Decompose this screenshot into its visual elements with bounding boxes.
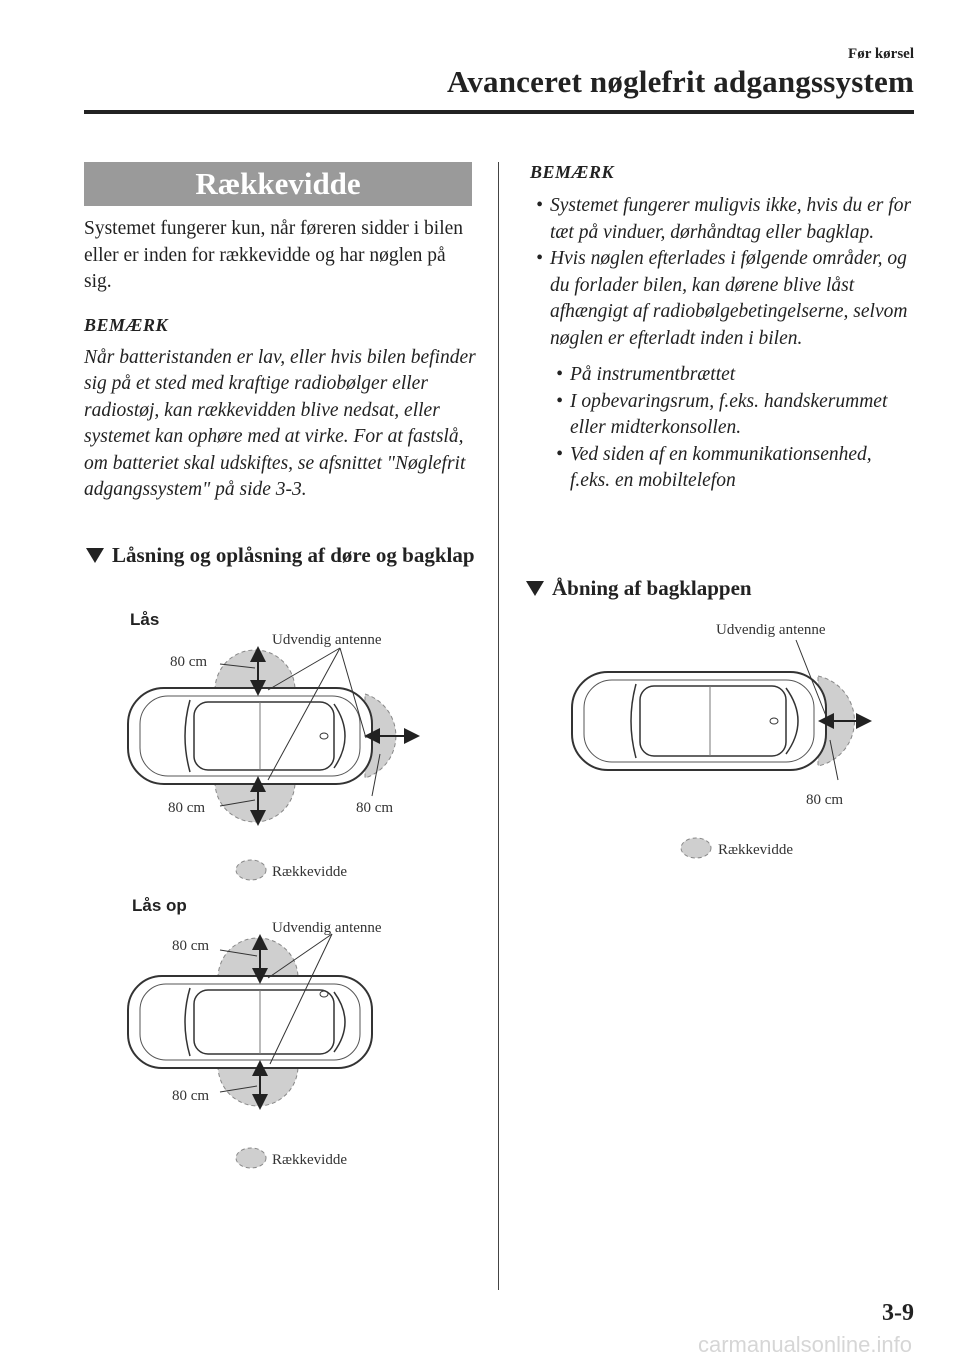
tailgate-dist-rear: 80 cm: [806, 792, 844, 808]
section-title: Rækkevidde: [84, 162, 472, 206]
range-zone-bottom: [215, 782, 295, 822]
list-item: • I opbevaringsrum, f.eks. handskerummet eller midterkonsollen.: [556, 390, 888, 438]
range-zone-top: [215, 650, 295, 690]
tailgate-legend-text: Rækkevidde: [718, 842, 793, 858]
watermark: carmanualsonline.info: [697, 1332, 912, 1357]
unlock-legend-swatch: [236, 1148, 266, 1168]
tailgate-legend-swatch: [681, 838, 711, 858]
diagram-unlock: [110, 910, 450, 1180]
header-rule: [84, 110, 914, 114]
diagram-lock-label: Lås: [130, 610, 160, 629]
diagram-unlock-label: Lås op: [132, 896, 187, 915]
unlock-dist-top: 80 cm: [172, 938, 210, 954]
subheading-tailgate: [526, 574, 916, 602]
note-text: Når batteristanden er lav, eller hvis bilen befinder sig på et sted med kraftige radiobølger eller radiostøj, kan rækkevidden blive nedsat, eller systemet kan ophøre med at virke. For at fastslå, om batteriet skal udskiftes, se afsnittet "Nøglefrit adgangssystem" på side 3-3.: [84, 346, 476, 500]
list-item: • På instrumentbrættet: [556, 364, 736, 385]
diagram-lock: [110, 620, 450, 890]
unlock-legend-text: Rækkevidde: [272, 1152, 347, 1168]
unlock-range-zone-top: [218, 938, 298, 978]
column-divider: [498, 162, 499, 1290]
note-heading: BEMÆRK: [84, 315, 169, 335]
unlock-car-top-view: [128, 976, 372, 1068]
diagram-tailgate: [560, 612, 900, 872]
list-item: • Ved siden af en kommunikationsenhed, f.eks. en mobiltelefon: [556, 443, 872, 491]
car-top-view: [128, 688, 372, 784]
lock-legend-swatch: [236, 860, 266, 880]
right-note-heading: BEMÆRK: [530, 162, 615, 182]
note-block-left: [84, 312, 476, 504]
chapter-label: Før kørsel: [848, 46, 914, 62]
lock-legend-text: Rækkevidde: [272, 864, 347, 880]
unlock-range-zone-bottom: [218, 1066, 298, 1106]
triangle-marker-icon: [86, 548, 104, 563]
subheading-doors: [86, 541, 476, 569]
right-note-sub-bullets: [550, 362, 916, 495]
subheading-tailgate-text: Åbning af bagklappen: [552, 576, 752, 600]
lock-dist-top: 80 cm: [170, 654, 208, 670]
list-item: • Systemet fungerer muligvis ikke, hvis du er for tæt på vinduer, dørhåndtag eller bagklap.: [536, 195, 912, 243]
tailgate-car-top-view: [572, 672, 826, 770]
lock-dist-rear: 80 cm: [356, 800, 394, 816]
unlock-antenna-label: Udvendig antenne: [272, 920, 382, 936]
triangle-marker-icon: [526, 581, 544, 596]
note-block-right: [524, 162, 916, 495]
tailgate-antenna-label: Udvendig antenne: [716, 622, 826, 638]
subheading-doors-text: Låsning og oplåsning af døre og bagklap: [112, 543, 475, 567]
list-item: • Hvis nøglen efterlades i følgende områder, og du forlader bilen, kan dørene blive låst afhængigt af radiobølgebetingelserne, selvom nøglen er efterladt inden i bilen.: [536, 248, 908, 349]
lock-antenna-label: Udvendig antenne: [272, 632, 382, 648]
intro-paragraph: Systemet fungerer kun, når føreren sidder i bilen eller er inden for rækkevidde og har nøglen på sig.: [84, 218, 464, 292]
lock-dist-bottom: 80 cm: [168, 800, 206, 816]
unlock-dist-bottom: 80 cm: [172, 1088, 210, 1104]
page-title: Avanceret nøglefrit adgangssystem: [447, 64, 914, 99]
page-number: 3-9: [882, 1300, 914, 1326]
right-note-bullets: [530, 193, 916, 352]
